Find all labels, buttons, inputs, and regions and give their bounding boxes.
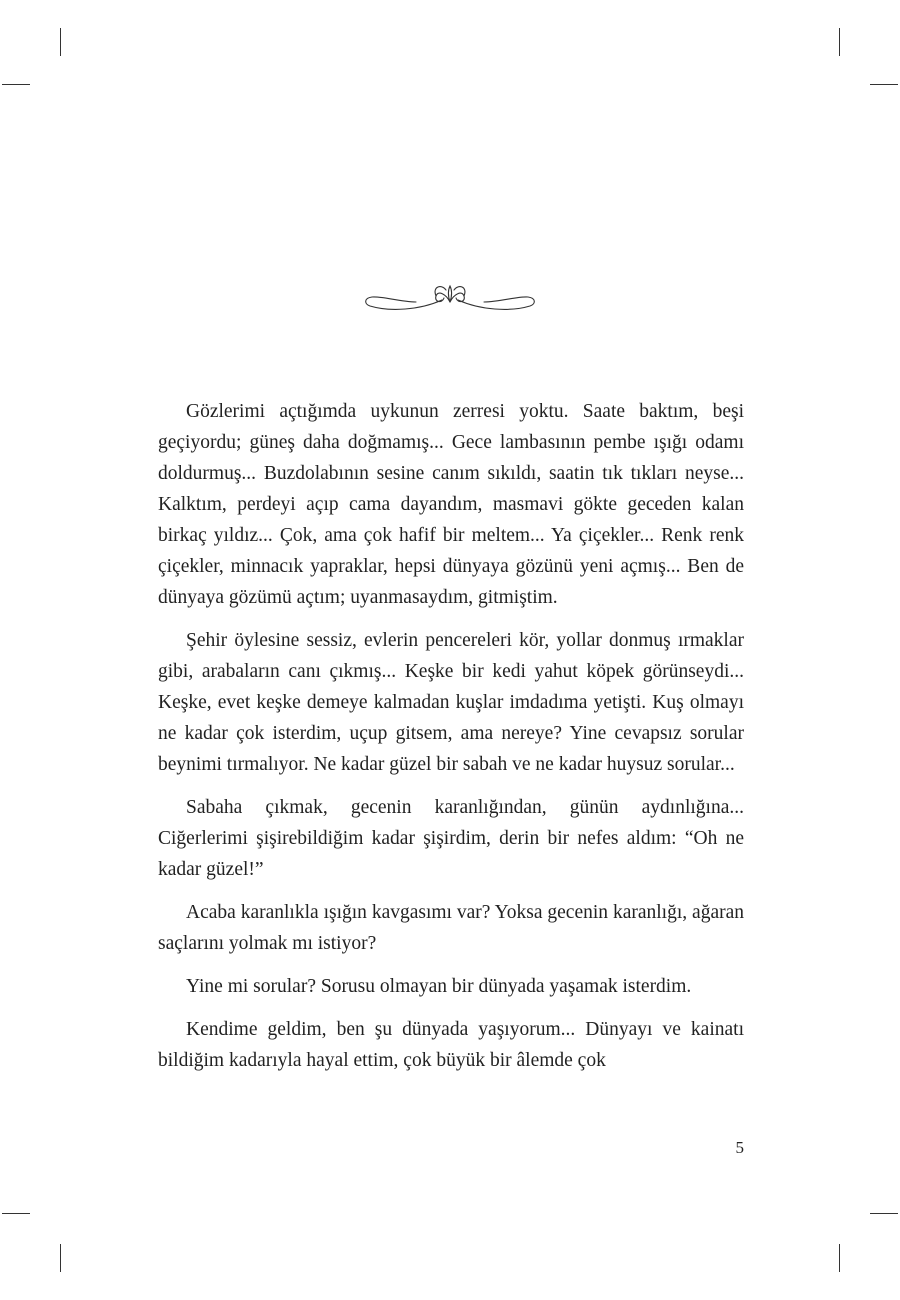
paragraph-2: Şehir öylesine sessiz, evlerin pencereleri kör, yollar donmuş ırmaklar gibi, arabaların canı çıkmış... Keşke bir kedi yahut köpek görünseydi... Keşke, evet keşke demeye kalmadan kuşlar imdadıma yetişti. Kuş olmayı ne kadar çok isterdim, uçup gitsem, ama nereye? Yine cevapsız sorular beynimi tırmalıyor. Ne kadar güzel bir sabah ve ne kadar huysuz sorular... bbox=[158, 630, 744, 775]
crop-mark-bottom-left-vertical bbox=[60, 1244, 61, 1272]
paragraph-3: Sabaha çıkmak, gecenin karanlığından, günün aydınlığına... Ciğerlerimi şişirebildiğim kadar şişirdim, derin bir nefes aldım: “Oh ne kadar güzel!” bbox=[158, 797, 744, 880]
crop-mark-bottom-right-vertical bbox=[839, 1244, 840, 1272]
crop-mark-top-left-vertical bbox=[60, 28, 61, 56]
page-number: 5 bbox=[735, 1138, 744, 1157]
paragraph-4: Acaba karanlıkla ışığın kavgasımı var? Yoksa gecenin karanlığı, ağaran saçlarını yolmak mı istiyor? bbox=[158, 902, 744, 954]
paragraph-6: Kendime geldim, ben şu dünyada yaşıyorum... Dünyayı ve kainatı bildiğim kadarıyla hayal ettim, çok büyük bir âlemde çok bbox=[158, 1019, 744, 1071]
paragraph-5: Yine mi sorular? Sorusu olmayan bir dünyada yaşamak isterdim. bbox=[186, 976, 692, 997]
crop-mark-top-right-horizontal bbox=[870, 84, 898, 85]
flourish-ornament-icon bbox=[360, 280, 540, 320]
crop-mark-top-left-horizontal bbox=[2, 84, 30, 85]
crop-mark-bottom-left-horizontal bbox=[2, 1213, 30, 1214]
body-text bbox=[158, 396, 744, 1088]
crop-mark-bottom-right-horizontal bbox=[870, 1213, 898, 1214]
paragraph-1: Gözlerimi açtığımda uykunun zerresi yoktu. Saate baktım, beşi geçiyordu; güneş daha doğmamış... Gece lambasının pembe ışığı odamı doldurmuş... Buzdolabının sesine canım sıkıldı, saatin tık tıkları neyse... Kalktım, perdeyi açıp cama dayandım, masmavi gökte geceden kalan birkaç yıldız... Çok, ama çok hafif bir meltem... Ya çiçekler... Renk renk çiçekler, minnacık yapraklar, hepsi dünyaya gözünü yeni açmış... Ben de dünyaya gözümü açtım; uyanmasaydım, gitmiştim. bbox=[158, 401, 744, 608]
crop-mark-top-right-vertical bbox=[839, 28, 840, 56]
